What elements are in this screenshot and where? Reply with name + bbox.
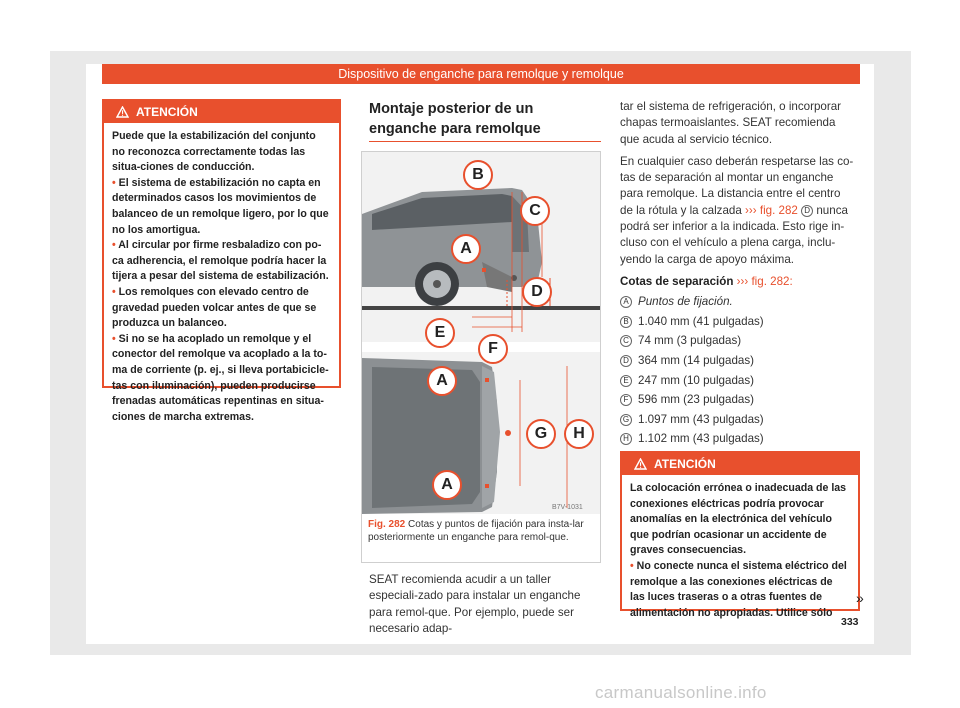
- paragraph: [620, 154, 856, 268]
- figure-label-badge: A: [451, 234, 481, 264]
- figure-label-badge: H: [564, 419, 594, 449]
- warning-box-stabilization: [102, 99, 341, 423]
- title-divider: [369, 141, 601, 142]
- warning-bullet-text: Al circular por firme resbaladizo con po-ca adherencia, el remolque podría hacer la tijera a pesar del sistema de estabilización.: [112, 239, 329, 283]
- figure-label-badge: B: [463, 160, 493, 190]
- caption-text: Cotas y puntos de fijación para insta-lar posteriormente un enganche para remol-que.: [368, 519, 584, 543]
- bullet-icon: •: [112, 239, 116, 252]
- dimension-value: 1.097 mm (43 pulgadas): [638, 412, 764, 426]
- dimensions-title: Cotas de separación: [620, 274, 734, 288]
- paragraph-text: nunca podrá ser inferior a la indicada. Esto rige in-cluso con el vehículo a plena carga, inclu-yendo la carga de apoyo máxima.: [620, 203, 848, 266]
- list-item: [620, 410, 856, 430]
- warning-header: [622, 453, 858, 475]
- bullet-icon: •: [112, 176, 116, 189]
- section-body: SEAT recomienda acudir a un taller especiali-zado para instalar un enganche para remol-que. Por ejemplo, puede ser necesario adap-: [369, 573, 581, 635]
- figure-label-badge: G: [526, 419, 556, 449]
- dimension-value: 1.102 mm (43 pulgadas): [638, 432, 764, 446]
- dimension-value: 74 mm (3 pulgadas): [638, 334, 742, 348]
- section-title: Montaje posterior de un enganche para remolque: [369, 101, 541, 137]
- list-item: [620, 331, 856, 351]
- warning-title: ATENCIÓN: [654, 457, 716, 471]
- continue-arrow-icon: »: [856, 590, 864, 606]
- watermark: carmanualsonline.info: [595, 683, 767, 702]
- list-item: [620, 429, 856, 449]
- warning-bullet: [112, 238, 331, 285]
- warning-box-electrical: [620, 451, 860, 619]
- warning-bullet: [630, 559, 850, 621]
- list-item: [620, 351, 856, 371]
- dimension-value: 596 mm (23 pulgadas): [638, 393, 754, 407]
- dimension-marker: C: [620, 335, 632, 347]
- page-number: 333: [841, 616, 859, 628]
- warning-intro: La colocación errónea o inadecuada de las conexiones eléctricas podría provocar anomalías en la electrónica del vehículo que podrían ocasionar un accidente de graves consecuencias.: [630, 482, 847, 557]
- figure-label-badge: E: [425, 318, 455, 348]
- warning-bullet: [112, 285, 331, 332]
- paragraph-text: En cualquier caso deberán respetarse las co-tas de separación al montar un enganche para remolque. La distancia entre el centro de la rótula y la calzada: [620, 154, 854, 217]
- warning-bullet-text: Los remolques con elevado centro de gravedad pueden volcar antes de que se produzca un balanceo.: [112, 285, 317, 330]
- warning-body: [104, 123, 339, 431]
- list-item: [620, 390, 856, 410]
- figure-label-badge: C: [520, 196, 550, 226]
- dimension-value: 364 mm (14 pulgadas): [638, 354, 754, 368]
- figure-caption: [368, 518, 596, 544]
- bullet-icon: •: [630, 559, 634, 572]
- dimension-marker: D: [620, 355, 632, 367]
- caption-ref: Fig. 282: [368, 519, 406, 530]
- figure-label-badge: A: [427, 366, 457, 396]
- warning-bullet: [112, 332, 331, 426]
- dimension-marker: F: [620, 394, 632, 406]
- list-item: [620, 371, 856, 391]
- warning-intro: Puede que la estabilización del conjunto no reconozca correctamente todas las situa-ciones de conducción.: [112, 130, 316, 174]
- dimension-marker: D: [801, 205, 813, 217]
- dimensions-list: [620, 292, 856, 449]
- dimension-marker: E: [620, 375, 632, 387]
- warning-bullet: [112, 176, 331, 238]
- warning-header: [104, 101, 339, 123]
- warning-title: ATENCIÓN: [136, 105, 198, 119]
- list-item: [620, 292, 856, 312]
- warning-body: [622, 475, 858, 627]
- warning-bullet-text: No conecte nunca el sistema eléctrico del remolque a las conexiones eléctricas de las luces traseras o a otras fuentes de alimentación no apropiadas. Utilice sólo: [630, 559, 847, 619]
- dimension-value: 247 mm (10 pulgadas): [638, 373, 754, 387]
- dimension-marker: G: [620, 414, 632, 426]
- right-column: [620, 99, 856, 449]
- list-item: [620, 312, 856, 332]
- figure-label-badge: D: [522, 277, 552, 307]
- section-header: Dispositivo de enganche para remolque y remolque: [102, 64, 860, 84]
- figure-code: B7V-1031: [552, 504, 583, 511]
- dimensions-heading: [620, 274, 856, 290]
- dimension-value: 1.040 mm (41 pulgadas): [638, 314, 764, 328]
- dimension-value: Puntos de fijación.: [638, 295, 733, 309]
- warning-triangle-icon: [634, 455, 648, 477]
- towbar-diagram: [362, 152, 600, 514]
- dimension-marker: H: [620, 433, 632, 445]
- figure-link[interactable]: ››› fig. 282: [745, 203, 798, 217]
- figure-link[interactable]: ››› fig. 282:: [736, 274, 793, 288]
- bullet-icon: •: [112, 285, 116, 298]
- dimension-marker: B: [620, 316, 632, 328]
- warning-triangle-icon: [116, 103, 130, 125]
- figure-label-badge: F: [478, 334, 508, 364]
- bullet-icon: •: [112, 332, 116, 345]
- warning-bullet-text: El sistema de estabilización no capta en determinados casos los movimientos de balanceo de un remolque ligero, por lo que no los amortigua.: [112, 176, 329, 236]
- warning-bullet-text: Si no se ha acoplado un remolque y el conector del remolque va acoplado a la to-ma de corriente (p. ej., si lleva portabicicle-tas con iluminación), pueden producirse frenadas automáticas repentinas en situa-ciones de marcha extremas.: [112, 332, 329, 423]
- figure-label-badge: A: [432, 470, 462, 500]
- dimension-marker: A: [620, 296, 632, 308]
- paragraph: tar el sistema de refrigeración, o incorporar chapas termoaislantes. SEAT recomienda que acuda al servicio técnico.: [620, 100, 842, 146]
